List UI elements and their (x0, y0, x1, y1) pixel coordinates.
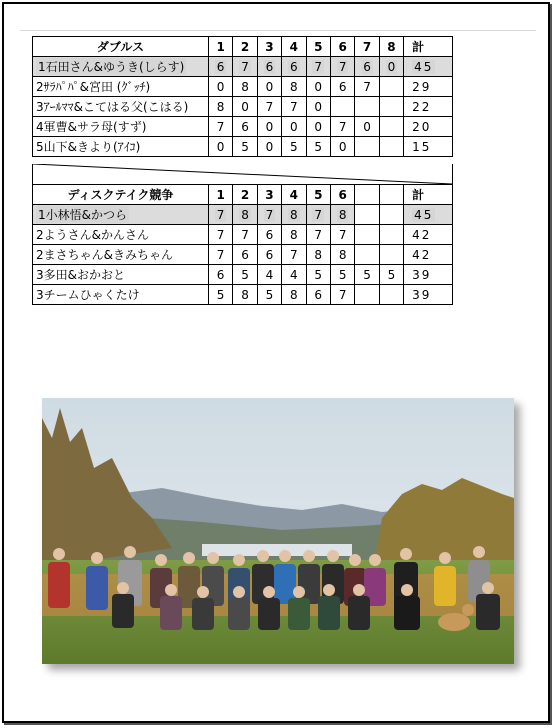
round-score (233, 137, 257, 157)
round-score (306, 245, 330, 265)
round-score (233, 245, 257, 265)
top-rule (20, 30, 536, 31)
team-name (33, 205, 209, 225)
doubles-round-header: 1 (208, 37, 232, 57)
round-score-text: 6 (216, 59, 225, 74)
round-score (257, 205, 281, 225)
team-name (33, 117, 209, 137)
doubles-round-header: 3 (257, 37, 281, 57)
doubles-score-table (32, 36, 453, 157)
round-score (330, 285, 354, 305)
round-score (355, 117, 379, 137)
team-name (33, 245, 209, 265)
round-score (208, 285, 232, 305)
table-row (33, 245, 453, 265)
round-score-text: 7 (265, 207, 274, 222)
round-score (257, 97, 281, 117)
round-score-text: 8 (290, 207, 298, 222)
round-score-text: 8 (241, 207, 249, 222)
total-score (404, 77, 453, 97)
team-name-text: 5山下&きより(ｱｲｺ) (36, 140, 141, 154)
round-score (306, 265, 330, 285)
round-score-text: 8 (338, 247, 347, 262)
round-score-text: 7 (290, 99, 298, 114)
round-score-text: 7 (241, 227, 249, 242)
round-score (355, 245, 379, 265)
total-score (404, 57, 453, 77)
round-score (379, 117, 403, 137)
round-score (355, 285, 379, 305)
total-score (404, 97, 453, 117)
round-score-text: 6 (290, 59, 298, 74)
round-score-text: 8 (314, 247, 323, 262)
round-score (208, 225, 232, 245)
disc-round-header: 5 (306, 185, 330, 205)
round-score-text: 0 (314, 99, 323, 114)
round-score-text: 7 (216, 247, 225, 262)
doubles-title: ダブルス (33, 37, 209, 57)
table-row (33, 97, 453, 117)
round-score (208, 97, 232, 117)
total-score-text: 39 (412, 287, 432, 302)
team-name-text: 4軍曹&サラ母(すず) (36, 120, 147, 134)
round-score (379, 285, 403, 305)
round-score (282, 265, 306, 285)
round-score (379, 57, 403, 77)
total-score-text: 15 (412, 139, 432, 154)
round-score-text: 0 (363, 119, 371, 134)
table-divider (32, 164, 453, 184)
round-score-text: 6 (338, 79, 347, 94)
total-score (404, 225, 453, 245)
round-score (330, 117, 354, 137)
team-name-text: 2まさちゃん&きみちゃん (36, 248, 173, 262)
round-score (257, 265, 281, 285)
round-score (306, 285, 330, 305)
round-score (306, 57, 330, 77)
disc-title: ディスクテイク競争 (33, 185, 209, 205)
round-score (208, 205, 232, 225)
round-score (355, 137, 379, 157)
team-name (33, 265, 209, 285)
team-name (33, 225, 209, 245)
round-score-text: 0 (314, 119, 323, 134)
round-score-text: 7 (363, 79, 371, 94)
team-name (33, 77, 209, 97)
round-score-text: 5 (241, 139, 249, 154)
round-score (257, 117, 281, 137)
total-score-text: 42 (412, 227, 432, 242)
group-photo-image (42, 398, 514, 664)
round-score-text: 6 (216, 267, 225, 282)
round-score (379, 265, 403, 285)
round-score (208, 265, 232, 285)
table-row (33, 57, 453, 77)
round-score-text: 7 (216, 119, 225, 134)
total-score (404, 285, 453, 305)
round-score-text: 7 (314, 207, 323, 222)
round-score (330, 265, 354, 285)
disc-round-header (355, 185, 379, 205)
team-name-text: 1小林悟&かつら (38, 208, 127, 222)
round-score-text: 0 (216, 139, 225, 154)
round-score-text: 7 (290, 247, 298, 262)
round-score (379, 245, 403, 265)
total-score (404, 205, 453, 225)
round-score-text: 0 (314, 79, 323, 94)
round-score-text: 6 (265, 247, 274, 262)
round-score (379, 225, 403, 245)
table-row (33, 137, 453, 157)
total-score (404, 117, 453, 137)
table-row (33, 225, 453, 245)
round-score (282, 97, 306, 117)
round-score (306, 225, 330, 245)
round-score-text: 7 (314, 227, 323, 242)
total-score (404, 137, 453, 157)
round-score-text: 4 (265, 267, 274, 282)
disc-round-header: 3 (257, 185, 281, 205)
total-score (404, 245, 453, 265)
round-score (257, 225, 281, 245)
disc-score-table (32, 184, 453, 305)
round-score (233, 117, 257, 137)
disc-round-header (379, 185, 403, 205)
team-name-text: 3ｱｰﾙﾏﾏ&こてはる父(こはる) (36, 100, 189, 114)
round-score-text: 5 (241, 267, 249, 282)
round-score (282, 117, 306, 137)
team-name-text: 2ようさん&かんさん (36, 228, 149, 242)
round-score-text: 0 (265, 79, 274, 94)
round-score-text: 7 (338, 59, 347, 74)
team-name (33, 97, 209, 117)
team-name-text: 2ｻﾗﾊﾟﾊﾟ&宮田 (ｸﾞｯﾁ) (36, 80, 151, 94)
round-score (306, 97, 330, 117)
table-row (33, 265, 453, 285)
disc-round-header: 2 (233, 185, 257, 205)
round-score (233, 285, 257, 305)
round-score (282, 225, 306, 245)
total-score-text: 45 (414, 207, 434, 222)
team-name (33, 137, 209, 157)
total-score-text: 29 (412, 79, 432, 94)
round-score (355, 97, 379, 117)
round-score (330, 97, 354, 117)
round-score (208, 137, 232, 157)
round-score (233, 265, 257, 285)
round-score (233, 97, 257, 117)
round-score (233, 77, 257, 97)
round-score-text: 0 (265, 119, 274, 134)
round-score-text: 6 (314, 287, 323, 302)
round-score-text: 6 (241, 247, 249, 262)
round-score (208, 77, 232, 97)
doubles-header-row (33, 37, 453, 57)
total-score (404, 265, 453, 285)
round-score-text: 7 (265, 99, 274, 114)
doubles-round-header: 4 (282, 37, 306, 57)
round-score-text: 5 (314, 267, 323, 282)
total-score-text: 39 (412, 267, 432, 282)
round-score (233, 225, 257, 245)
round-score-text: 5 (216, 287, 225, 302)
round-score (306, 77, 330, 97)
round-score (355, 265, 379, 285)
disc-round-header: 6 (330, 185, 354, 205)
round-score-text: 0 (241, 99, 249, 114)
round-score (306, 205, 330, 225)
team-name (33, 285, 209, 305)
divider-slash (33, 164, 452, 184)
round-score (282, 205, 306, 225)
doubles-round-header: 2 (233, 37, 257, 57)
table-row (33, 205, 453, 225)
round-score (379, 77, 403, 97)
round-score (257, 137, 281, 157)
round-score-text: 5 (314, 139, 323, 154)
table-row (33, 285, 453, 305)
round-score-text: 7 (216, 207, 225, 222)
table-row (33, 77, 453, 97)
round-score (379, 205, 403, 225)
disc-round-header: 4 (282, 185, 306, 205)
round-score-text: 7 (338, 227, 347, 242)
round-score-text: 5 (265, 287, 274, 302)
round-score (355, 225, 379, 245)
round-score-text: 7 (338, 119, 347, 134)
round-score-text: 8 (290, 287, 298, 302)
round-score (330, 245, 354, 265)
round-score-text: 8 (290, 79, 298, 94)
round-score-text: 8 (338, 207, 347, 222)
group-photo (42, 398, 514, 664)
round-score (330, 205, 354, 225)
round-score-text: 5 (290, 139, 298, 154)
round-score-text: 6 (265, 59, 274, 74)
round-score (330, 137, 354, 157)
round-score-text: 8 (241, 287, 249, 302)
team-name-text: 1石田さん&ゆうき(しらす) (38, 60, 185, 74)
round-score (233, 57, 257, 77)
round-score (257, 245, 281, 265)
round-score-text: 0 (387, 59, 396, 74)
round-score (257, 57, 281, 77)
round-score (330, 57, 354, 77)
round-score-text: 7 (338, 287, 347, 302)
round-score (355, 77, 379, 97)
round-score-text: 0 (338, 139, 347, 154)
disc-round-header: 1 (208, 185, 232, 205)
round-score-text: 0 (216, 79, 225, 94)
table-row (33, 117, 453, 137)
disc-header-row (33, 185, 453, 205)
total-score-text: 22 (412, 99, 432, 114)
round-score (379, 137, 403, 157)
round-score (355, 205, 379, 225)
round-score-text: 5 (338, 267, 347, 282)
doubles-round-header: 8 (379, 37, 403, 57)
round-score (208, 245, 232, 265)
round-score-text: 7 (314, 59, 323, 74)
total-score-text: 45 (414, 59, 434, 74)
round-score (306, 137, 330, 157)
round-score-text: 6 (363, 59, 371, 74)
round-score (330, 225, 354, 245)
round-score (208, 117, 232, 137)
round-score (355, 57, 379, 77)
round-score-text: 8 (241, 79, 249, 94)
round-score-text: 0 (290, 119, 298, 134)
round-score-text: 6 (241, 119, 249, 134)
total-score-text: 20 (412, 119, 432, 134)
total-score-text: 42 (412, 247, 432, 262)
round-score-text: 6 (265, 227, 274, 242)
round-score (282, 77, 306, 97)
round-score-text: 5 (387, 267, 396, 282)
doubles-round-header: 6 (330, 37, 354, 57)
round-score (257, 285, 281, 305)
round-score (330, 77, 354, 97)
round-score (306, 117, 330, 137)
round-score (233, 205, 257, 225)
round-score (208, 57, 232, 77)
round-score (282, 245, 306, 265)
disc-total-header: 計 (404, 185, 453, 205)
doubles-total-header: 計 (404, 37, 453, 57)
round-score (282, 57, 306, 77)
round-score-text: 8 (290, 227, 298, 242)
team-name-text: 3多田&おかおと (36, 268, 125, 282)
doubles-round-header: 7 (355, 37, 379, 57)
round-score-text: 8 (216, 99, 225, 114)
round-score-text: 4 (290, 267, 298, 282)
doubles-round-header: 5 (306, 37, 330, 57)
round-score-text: 7 (216, 227, 225, 242)
round-score (282, 137, 306, 157)
round-score-text: 0 (265, 139, 274, 154)
round-score-text: 7 (241, 59, 249, 74)
round-score (257, 77, 281, 97)
team-name-text: 3チームひゃくたけ (36, 288, 140, 302)
team-name (33, 57, 209, 77)
round-score-text: 5 (363, 267, 371, 282)
round-score (379, 97, 403, 117)
round-score (282, 285, 306, 305)
